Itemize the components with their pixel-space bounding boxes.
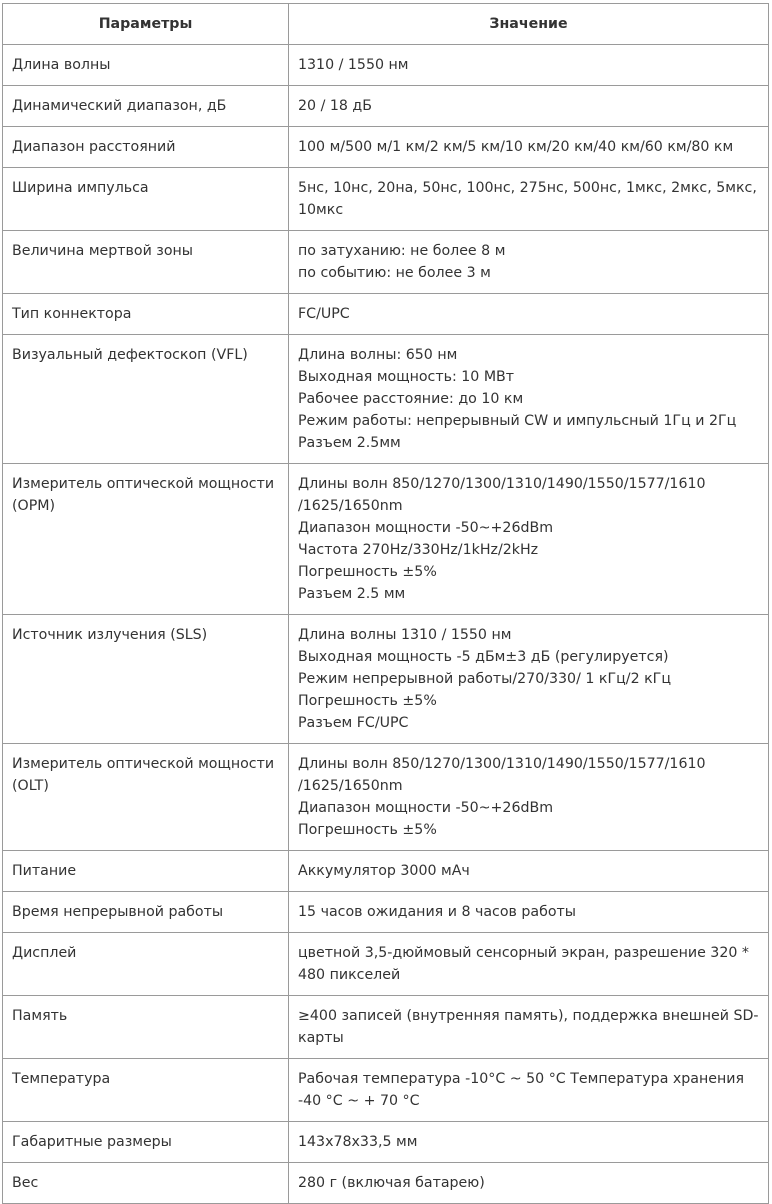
value-text: Выходная мощность: 10 МВт bbox=[298, 369, 515, 385]
param-cell bbox=[3, 615, 289, 744]
param-text: Источник излучения (SLS) bbox=[12, 627, 208, 643]
value-cell bbox=[289, 45, 769, 86]
value-text: FC/UPC bbox=[298, 306, 350, 322]
param-cell bbox=[3, 231, 289, 294]
param-cell bbox=[3, 1163, 289, 1204]
param-text: Измеритель оптической мощности bbox=[12, 756, 275, 772]
table-row bbox=[3, 996, 769, 1059]
table-row bbox=[3, 1163, 769, 1204]
value-text: 280 г (включая батарею) bbox=[298, 1175, 485, 1191]
table-row bbox=[3, 933, 769, 996]
param-cell bbox=[3, 86, 289, 127]
value-text: 480 пикселей bbox=[298, 967, 401, 983]
value-text: Длины волн 850/1270/1300/1310/1490/1550/1577/1610 bbox=[298, 756, 706, 772]
param-text: Габаритные размеры bbox=[12, 1134, 172, 1150]
value-cell bbox=[289, 127, 769, 168]
param-text: Питание bbox=[12, 863, 77, 879]
param-cell bbox=[3, 45, 289, 86]
value-text: цветной 3,5-дюймовый сенсорный экран, разрешение 320 * bbox=[298, 945, 749, 961]
value-cell bbox=[289, 294, 769, 335]
value-text: Разъем FC/UPC bbox=[298, 715, 409, 731]
value-cell bbox=[289, 1163, 769, 1204]
value-text: Рабочее расстояние: до 10 км bbox=[298, 391, 524, 407]
table-row bbox=[3, 851, 769, 892]
table-row bbox=[3, 231, 769, 294]
param-text: Память bbox=[12, 1008, 68, 1024]
value-text: 1310 / 1550 нм bbox=[298, 57, 409, 73]
value-cell bbox=[289, 1059, 769, 1122]
value-text: Режим непрерывной работы/270/330/ 1 кГц/2 кГц bbox=[298, 671, 671, 687]
param-text: Длина волны bbox=[12, 57, 111, 73]
value-cell bbox=[289, 933, 769, 996]
value-text: карты bbox=[298, 1030, 344, 1046]
table-row bbox=[3, 892, 769, 933]
param-cell bbox=[3, 933, 289, 996]
column-header-param: Параметры bbox=[3, 4, 289, 45]
table-row bbox=[3, 127, 769, 168]
value-cell bbox=[289, 744, 769, 851]
column-header-value: Значение bbox=[289, 4, 769, 45]
param-cell bbox=[3, 851, 289, 892]
table-row bbox=[3, 45, 769, 86]
table-row bbox=[3, 168, 769, 231]
value-text: по затуханию: не более 8 м bbox=[298, 243, 506, 259]
value-text: Диапазон мощности -50~+26dBm bbox=[298, 800, 554, 816]
param-cell bbox=[3, 335, 289, 464]
value-text: Выходная мощность -5 дБм±3 дБ (регулируется) bbox=[298, 649, 669, 665]
param-text: Измеритель оптической мощности bbox=[12, 476, 275, 492]
value-text: Разъем 2.5 мм bbox=[298, 586, 406, 602]
value-text: -40 °C ~ + 70 °C bbox=[298, 1093, 420, 1109]
value-text: Погрешность ±5% bbox=[298, 564, 437, 580]
value-text: Погрешность ±5% bbox=[298, 693, 437, 709]
table-row bbox=[3, 335, 769, 464]
value-text: Режим работы: непрерывный CW и импульсный 1Гц и 2Гц bbox=[298, 413, 737, 429]
value-cell bbox=[289, 615, 769, 744]
value-text: 15 часов ожидания и 8 часов работы bbox=[298, 904, 577, 920]
value-cell bbox=[289, 1122, 769, 1163]
value-text: 20 / 18 дБ bbox=[298, 98, 372, 114]
table-row bbox=[3, 294, 769, 335]
table-row bbox=[3, 464, 769, 615]
value-cell bbox=[289, 892, 769, 933]
value-text: /1625/1650nm bbox=[298, 498, 403, 514]
value-text: ≥400 записей (внутренняя память), поддержка внешней SD- bbox=[298, 1008, 759, 1024]
param-text: Визуальный дефектоскоп (VFL) bbox=[12, 347, 248, 363]
table-row bbox=[3, 1059, 769, 1122]
value-text: 10мкс bbox=[298, 202, 344, 218]
value-cell bbox=[289, 996, 769, 1059]
value-text: /1625/1650nm bbox=[298, 778, 403, 794]
param-cell bbox=[3, 996, 289, 1059]
param-cell bbox=[3, 1122, 289, 1163]
value-text: Разъем 2.5мм bbox=[298, 435, 401, 451]
value-text: 100 м/500 м/1 км/2 км/5 км/10 км/20 км/40 км/60 км/80 км bbox=[298, 139, 734, 155]
table-row bbox=[3, 1122, 769, 1163]
param-text: Температура bbox=[12, 1071, 111, 1087]
param-text: (OPM) bbox=[12, 498, 56, 514]
param-text: Вес bbox=[12, 1175, 39, 1191]
value-cell bbox=[289, 464, 769, 615]
value-text: Аккумулятор 3000 мАч bbox=[298, 863, 470, 879]
param-text: Ширина импульса bbox=[12, 180, 149, 196]
specs-table bbox=[2, 3, 769, 1204]
value-text: Длина волны: 650 нм bbox=[298, 347, 458, 363]
value-cell bbox=[289, 851, 769, 892]
param-cell bbox=[3, 127, 289, 168]
table-header-row bbox=[3, 4, 769, 45]
table-row bbox=[3, 744, 769, 851]
table-row bbox=[3, 86, 769, 127]
value-cell bbox=[289, 231, 769, 294]
param-cell bbox=[3, 744, 289, 851]
value-cell bbox=[289, 168, 769, 231]
value-cell bbox=[289, 86, 769, 127]
value-text: Длины волн 850/1270/1300/1310/1490/1550/1577/1610 bbox=[298, 476, 706, 492]
param-text: Диапазон расстояний bbox=[12, 139, 176, 155]
param-cell bbox=[3, 168, 289, 231]
param-text: (OLT) bbox=[12, 778, 49, 794]
param-text: Динамический диапазон, дБ bbox=[12, 98, 227, 114]
value-text: Частота 270Hz/330Hz/1kHz/2kHz bbox=[298, 542, 539, 558]
param-text: Дисплей bbox=[12, 945, 77, 961]
param-cell bbox=[3, 464, 289, 615]
param-text: Тип коннектора bbox=[12, 306, 132, 322]
param-cell bbox=[3, 1059, 289, 1122]
value-text: по событию: не более 3 м bbox=[298, 265, 491, 281]
value-text: Диапазон мощности -50~+26dBm bbox=[298, 520, 554, 536]
value-text: 143x78x33,5 мм bbox=[298, 1134, 418, 1150]
param-cell bbox=[3, 892, 289, 933]
table-body bbox=[3, 45, 769, 1204]
param-text: Время непрерывной работы bbox=[12, 904, 224, 920]
value-text: 5нс, 10нс, 20на, 50нс, 100нс, 275нс, 500нс, 1мкс, 2мкс, 5мкс, bbox=[298, 180, 757, 196]
param-cell bbox=[3, 294, 289, 335]
value-text: Погрешность ±5% bbox=[298, 822, 437, 838]
table-row bbox=[3, 615, 769, 744]
value-text: Длина волны 1310 / 1550 нм bbox=[298, 627, 512, 643]
param-text: Величина мертвой зоны bbox=[12, 243, 194, 259]
value-text: Рабочая температура -10°C ~ 50 °C Температура хранения bbox=[298, 1071, 745, 1087]
value-cell bbox=[289, 335, 769, 464]
